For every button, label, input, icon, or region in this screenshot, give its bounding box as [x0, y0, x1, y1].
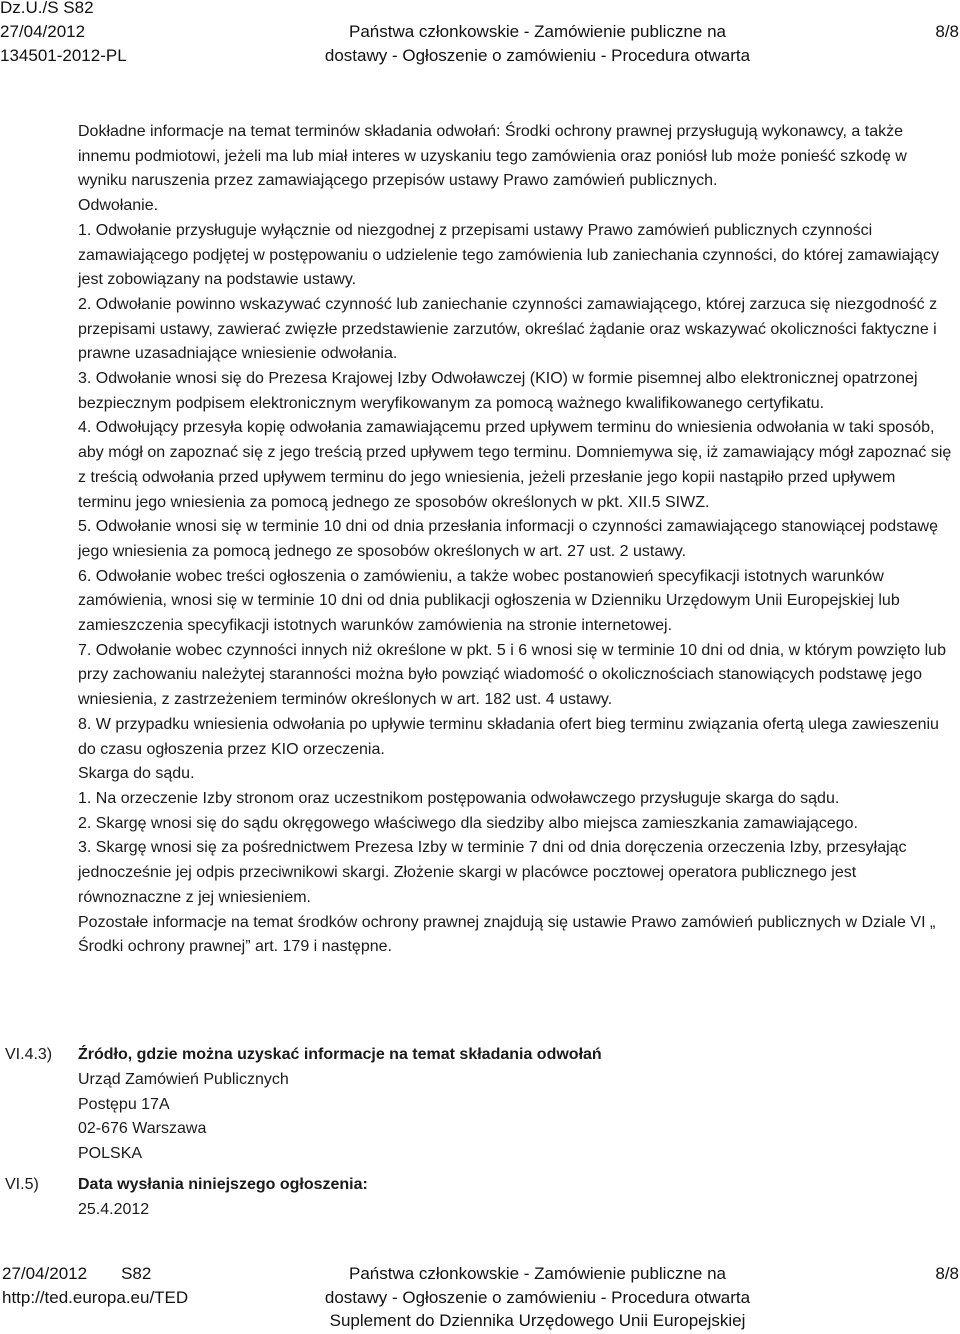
footer-title: [0, 1262, 960, 1333]
paragraph: 2. Odwołanie powinno wskazywać czynność lub zaniechanie czynności zamawiającego, której zarzuca się niezgodność z przepisami ustawy, zawierać zwięzłe przedstawienie zarzutów, określać żądanie oraz wskazywać okoliczności faktyczne i prawne uzasadniające wniesienie odwołania.: [78, 295, 938, 363]
dispatch-date: 25.4.2012: [78, 1200, 150, 1218]
footer-title-line1: Państwa członkowskie - Zamówienie publiczne na: [348, 1264, 726, 1283]
paragraph: 7. Odwołanie wobec czynności innych niż określone w pkt. 5 i 6 wnosi się w terminie 10 dni od dnia, w którym powzięto lub przy zachowaniu należytej staranności można było powziąć wiadomość o okolicznościach stanowiących podstawę jego wniesienia, z zastrzeżeniem terminów określonych w art. 182 ust. 4 ustawy.: [78, 641, 946, 709]
section-vi-4-3: [78, 1043, 602, 1167]
paragraph: 3. Odwołanie wnosi się do Prezesa Krajowej Izby Odwoławczej (KIO) w formie pisemnej albo elektronicznej opatrzonej bezpiecznym podpisem elektronicznym weryfikowanym za pomocą ważnego kwalifikowanego certyfikatu.: [78, 370, 918, 412]
section-number-vi-5: VI.5): [5, 1176, 39, 1193]
address-line: Postępu 17A: [78, 1095, 170, 1113]
paragraph: 1. Na orzeczenie Izby stronom oraz uczestnikom postępowania odwoławczego przysługuje skarga do sądu.: [78, 789, 840, 807]
footer-series: S82: [121, 1264, 152, 1283]
paragraph: Skarga do sądu.: [78, 765, 195, 783]
paragraph: Pozostałe informacje na temat środków ochrony prawnej znajdują się ustawie Prawo zamówień publicznych w Dziale VI „ Środki ochrony prawnej” art. 179 i następne.: [78, 913, 936, 956]
paragraph: 8. W przypadku wniesienia odwołania po upływie terminu składania ofert bieg terminu związania ofertą ulega zawieszeniu do czasu ogłoszenia przez KIO orzeczenia.: [78, 715, 939, 758]
paragraph: Odwołanie.: [78, 197, 159, 215]
address-line: 02-676 Warszawa: [78, 1120, 207, 1138]
header-page-number: 8/8: [935, 22, 959, 41]
footer-title-line3: Suplement do Dziennika Urzędowego Unii Europejskiej: [329, 1311, 746, 1330]
header-date: 27/04/2012: [0, 22, 86, 41]
section-heading: Źródło, gdzie można uzyskać informacje na temat składania odwołań: [78, 1046, 602, 1063]
address-line: POLSKA: [78, 1145, 143, 1163]
footer-page-number: 8/8: [935, 1264, 959, 1283]
appeal-procedures-text: [78, 120, 953, 960]
section-vi-5: [78, 1173, 368, 1223]
paragraph: 1. Odwołanie przysługuje wyłącznie od niezgodnej z przepisami ustawy Prawo zamówień publicznych czynności zamawiającego podjętej w postępowaniu o udzielenie tego zamówienia lub zaniechania czynności, do której zamawiający jest zobowiązany na podstawie ustawy.: [78, 221, 939, 289]
header-title-line2: dostawy - Ogłoszenie o zamówieniu - Procedura otwarta: [324, 46, 751, 65]
footer-url[interactable]: http://ted.europa.eu/TED: [2, 1287, 189, 1307]
header-title: [0, 20, 960, 68]
paragraph: 5. Odwołanie wnosi się w terminie 10 dni od dnia przesłania informacji o czynności zamawiającego stanowiącej podstawę jego wniesienia za pomocą jednego ze sposobów określonych w art. 27 ust. 2 ustawy.: [78, 518, 938, 560]
footer-date: 27/04/2012: [2, 1264, 88, 1283]
footer-title-line2: dostawy - Ogłoszenie o zamówieniu - Procedura otwarta: [324, 1287, 751, 1307]
paragraph: 4. Odwołujący przesyła kopię odwołania zamawiającemu przed upływem terminu do wniesienia odwołania w taki sposób, aby mógł on zapoznać się z jego treścią przed upływem tego terminu. Domniemywa się, iż zamawiający mógł zapoznać się z treścią odwołania przed upływem terminu do jego wniesienia, jeżeli przesłanie jego kopii nastąpiło przed upływem terminu jego wniesienia za pomocą jednego ze sposobów określonych w pkt. XII.5 SIWZ.: [78, 419, 952, 511]
section-heading: Data wysłania niniejszego ogłoszenia:: [78, 1176, 368, 1193]
journal-ref: Dz.U./S S82: [0, 0, 94, 17]
paragraph: Dokładne informacje na temat terminów składania odwołań: Środki ochrony prawnej przysługują wykonawcy, a także innemu podmiotowi, jeżeli ma lub miał interes w uzyskaniu tego zamówienia oraz poniósł lub może ponieść szkodę w wyniku naruszenia przez zamawiającego przepisów ustawy Prawo zamówień publicznych.: [78, 123, 907, 190]
paragraph: 6. Odwołanie wobec treści ogłoszenia o zamówieniu, a także wobec postanowień specyfikacji istotnych warunków zamówienia, wnosi się w terminie 10 dni od dnia publikacji ogłoszenia w Dzienniku Urzędowym Unii Europejskiej lub zamieszczenia specyfikacji istotnych warunków zamówienia na stronie internetowej.: [78, 567, 900, 635]
address-line: Urząd Zamówień Publicznych: [78, 1070, 289, 1088]
section-number-vi-4-3: VI.4.3): [5, 1046, 53, 1063]
paragraph: 2. Skargę wnosi się do sądu okręgowego właściwego dla siedziby albo miejsca zamieszkania zamawiającego.: [78, 814, 858, 832]
paragraph: 3. Skargę wnosi się za pośrednictwem Prezesa Izby w terminie 7 dni od dnia doręczenia orzeczenia Izby, przesyłając jednocześnie jej odpis przeciwnikowi skargi. Złożenie skargi w placówce pocztowej operatora publicznego jest równoznaczne z jej wniesieniem.: [78, 839, 907, 906]
document-id: 134501-2012-PL: [0, 46, 127, 65]
header-title-line1: Państwa członkowskie - Zamówienie publiczne na: [348, 22, 726, 41]
